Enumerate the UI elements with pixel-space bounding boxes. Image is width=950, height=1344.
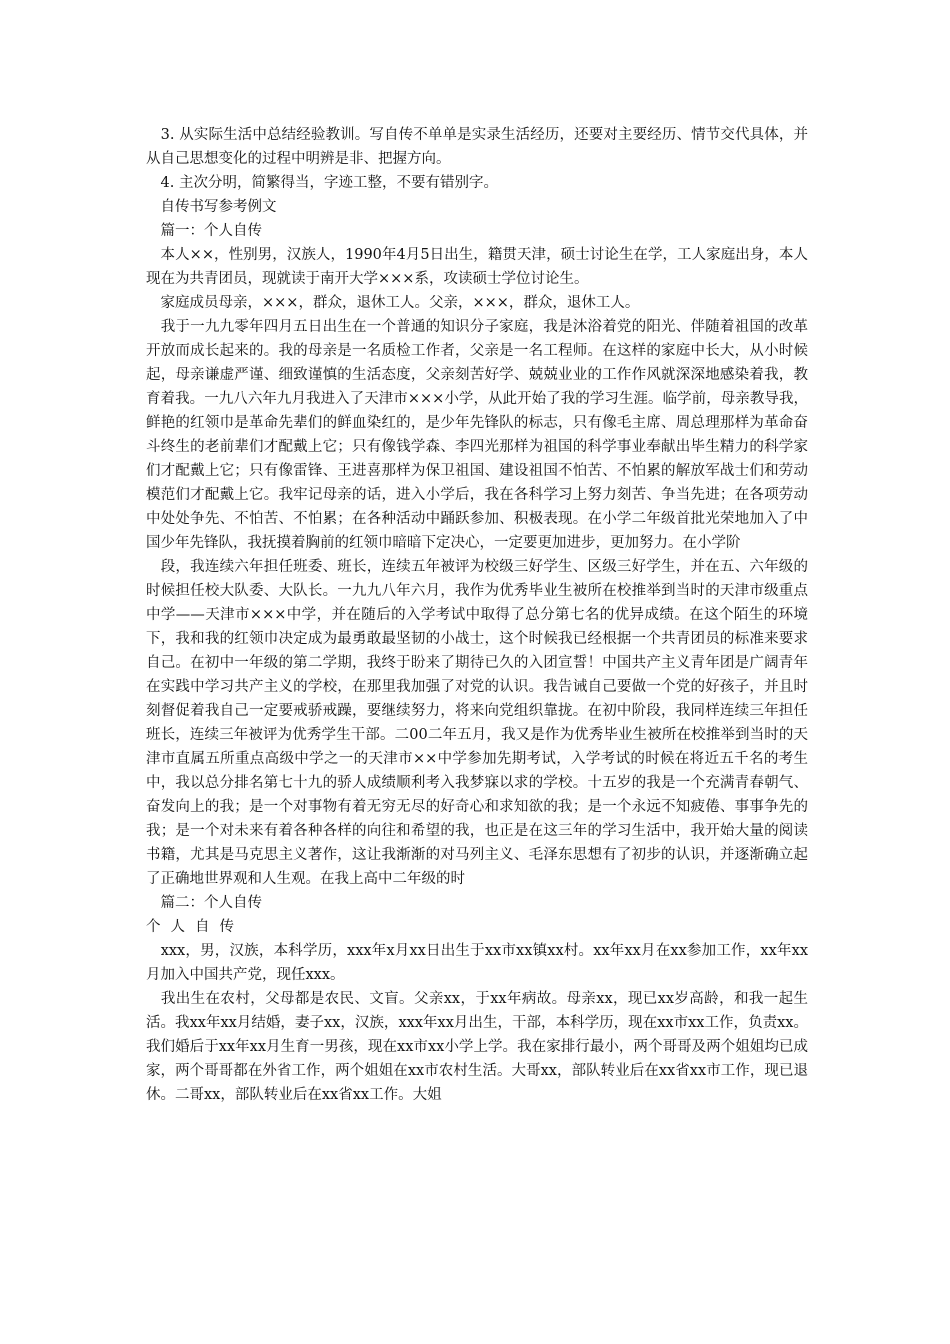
article-1-intro: 本人××，性别男，汉族人，1990年4月5日出生，籍贯天津，硕士讨论生在学，工人家庭出身，本人现在为共青团员，现就读于南开大学×××系，攻读硕士学位讨论生。 xyxy=(146,247,808,287)
article-1-family: 家庭成员母亲，×××，群众，退休工人。父亲，×××，群众，退休工人。 xyxy=(146,295,640,311)
paragraph-writing-tip-3: 3. 从实际生活中总结经验教训。写自传不单单是实录生活经历，还要对主要经历、情节交代具体，并从自己思想变化的过程中明辨是非、把握方向。 xyxy=(146,127,808,167)
paragraph-writing-tip-4: 4. 主次分明，简繁得当，字迹工整，不要有错别字。 xyxy=(146,175,498,191)
document-page xyxy=(146,123,808,1107)
article-1-title: 篇一：个人自传 xyxy=(146,223,262,239)
article-2-family: 我出生在农村，父母都是农民、文盲。父亲xx，于xx年病故。母亲xx，现已xx岁高龄，和我一起生活。我xx年xx月结婚，妻子xx，汉族，xxx年xx月出生，干部，本科学历，现在xx市xx工作，负责xx。我们婚后于xx年xx月生育一男孩，现在xx市xx小学上学。我在家排行最小，两个哥哥及两个姐姐均已成家，两个哥哥都在外省工作，两个姐姐在xx市农村生活。大哥xx，部队转业后在xx省xx市工作，现已退休。二哥xx，部队转业后在xx省xx工作。大姐 xyxy=(146,991,808,1103)
article-2-heading: 个人自传 xyxy=(146,919,244,935)
article-2-intro: xxx，男，汉族，本科学历，xxx年x月xx日出生于xx市xx镇xx村。xx年xx月在xx参加工作，xx年xx月加入中国共产党，现任xxx。 xyxy=(146,943,808,983)
article-1-childhood: 我于一九九零年四月五日出生在一个普通的知识分子家庭，我是沐浴着党的阳光、伴随着祖国的改革开放而成长起来的。我的母亲是一名质检工作者，父亲是一名工程师。在这样的家庭中长大，从小时候起，母亲谦虚严谨、细致谨慎的生活态度，父亲刻苦好学、兢兢业业的工作作风就深深地感染着我，教育着我。一九八六年九月我进入了天津市×××小学，从此开始了我的学习生涯。临学前，母亲教导我，鲜艳的红领巾是革命先辈们的鲜血染红的，是少年先锋队的标志，只有像毛主席、周总理那样为革命奋斗终生的老前辈们才配戴上它；只有像钱学森、李四光那样为祖国的科学事业奉献出毕生精力的科学家们才配戴上它；只有像雷锋、王进喜那样为保卫祖国、建设祖国不怕苦、不怕累的解放军战士们和劳动模范们才配戴上它。我牢记母亲的话，进入小学后，我在各科学习上努力刻苦、争当先进；在各项劳动中处处争先、不怕苦、不怕累；在各种活动中踊跃参加、积极表现。在小学二年级首批光荣地加入了中国少年先锋队，我抚摸着胸前的红领巾暗暗下定决心，一定要更加进步，更加努力。在小学阶 xyxy=(146,319,808,551)
section-heading-examples: 自传书写参考例文 xyxy=(146,199,277,215)
article-1-schooling: 段，我连续六年担任班委、班长，连续五年被评为校级三好学生、区级三好学生，并在五、六年级的时候担任校大队委、大队长。一九九八年六月，我作为优秀毕业生被所在校推举到当时的天津市级重点中学——天津市×××中学，并在随后的入学考试中取得了总分第七名的优异成绩。在这个陌生的环境下，我和我的红领巾决定成为最勇敢最坚韧的小战士，这个时候我已经根据一个共青团员的标准来要求自己。在初中一年级的第二学期，我终于盼来了期待已久的入团宣誓！中国共产主义青年团是广阔青年在实践中学习共产主义的学校，在那里我加强了对党的认识。我告诫自己要做一个党的好孩子，并且时刻督促着我自己一定要戒骄戒躁，要继续努力，将来向党组织靠拢。在初中阶段，我同样连续三年担任班长，连续三年被评为优秀学生干部。二00二年五月，我又是作为优秀毕业生被所在校推举到当时的天津市直属五所重点高级中学之一的天津市××中学参加先期考试，入学考试的时候在将近五千名的考生中，我以总分排名第七十九的骄人成绩顺利考入我梦寐以求的学校。十五岁的我是一个充满青春朝气、奋发向上的我；是一个对事物有着无穷无尽的好奇心和求知欲的我；是一个永远不知疲倦、事事争先的我；是一个对未来有着各种各样的向往和希望的我，也正是在这三年的学习生活中，我开始大量的阅读书籍，尤其是马克思主义著作，这让我渐渐的对马列主义、毛泽东思想有了初步的认识，并逐渐确立起了正确地世界观和人生观。在我上高中二年级的时 xyxy=(146,559,808,887)
article-2-title: 篇二：个人自传 xyxy=(146,895,262,911)
